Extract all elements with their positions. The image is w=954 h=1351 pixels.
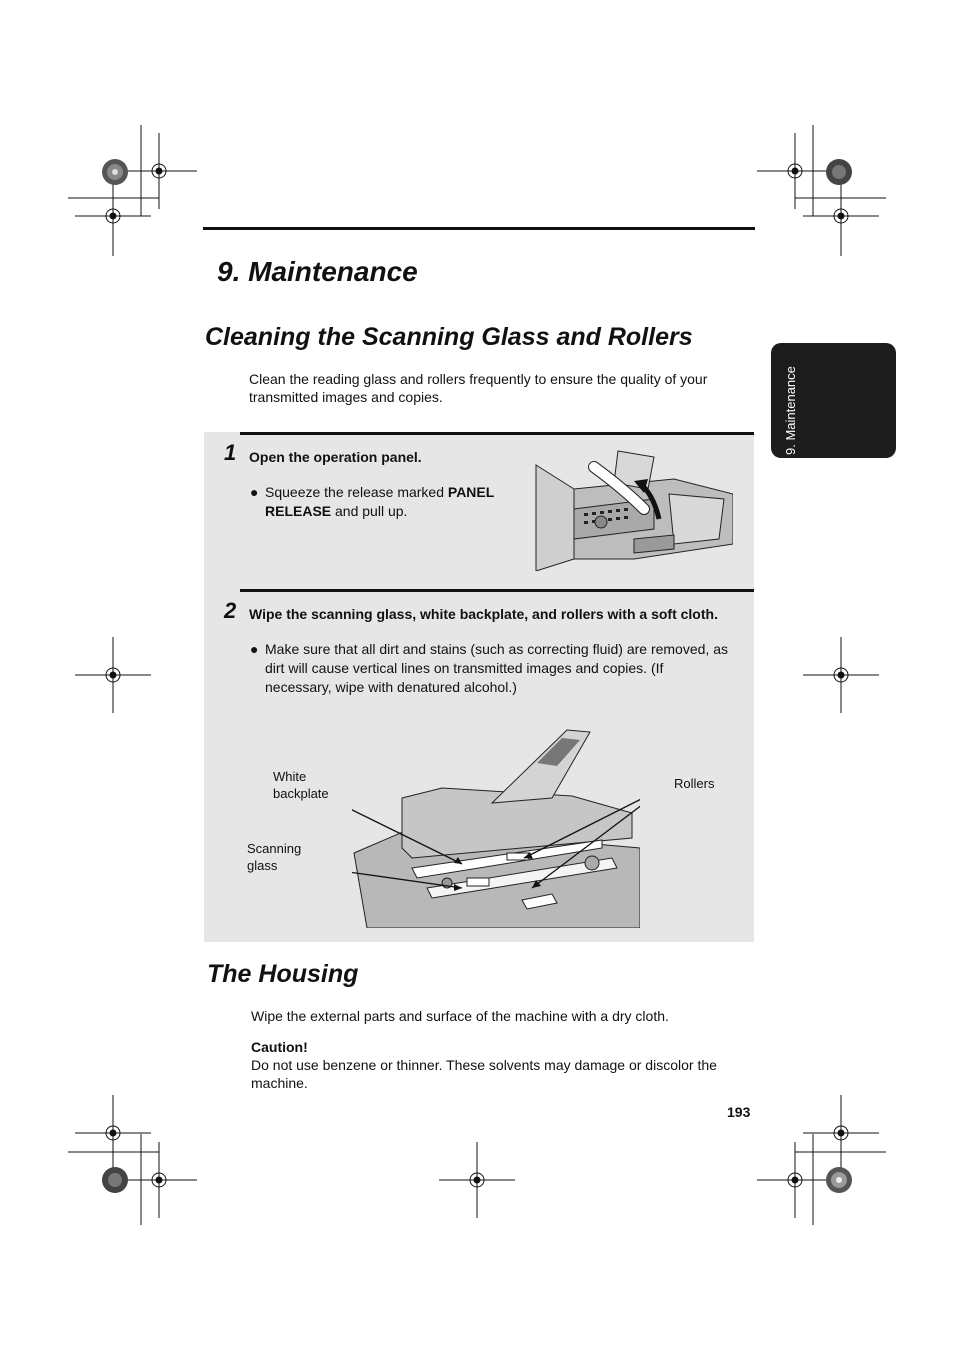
step-heading: Open the operation panel.	[249, 449, 422, 465]
section-title-cleaning: Cleaning the Scanning Glass and Rollers	[205, 323, 693, 351]
operation-panel-illustration	[534, 449, 733, 571]
callout-rollers: Rollers	[674, 776, 715, 791]
intro-line: Clean the reading glass and rollers frequently to ensure the quality of your	[249, 371, 708, 387]
step-rule	[240, 589, 754, 592]
caution-text: machine.	[251, 1075, 308, 1091]
intro-line: transmitted images and copies.	[249, 389, 443, 405]
bullet-dot: ●	[250, 641, 259, 657]
steps-panel	[204, 432, 754, 942]
step-bullet: ● Make sure that all dirt and stains (such as correcting fluid) are removed, as dirt will cause vertical lines on transmitted images and copies. (If necessary, wipe with denatured alcohol.)	[250, 641, 728, 695]
step-bullet: ● Squeeze the release marked PANEL RELEASE and pull up.	[250, 484, 495, 519]
section-intro	[249, 370, 707, 406]
side-tab-label: 9. Maintenance	[783, 366, 798, 455]
scanner-interior-illustration	[352, 728, 640, 928]
step-rule	[240, 432, 754, 435]
caution-text: Do not use benzene or thinner. These solvents may damage or discolor the	[251, 1057, 717, 1073]
bullet-dot: ●	[250, 484, 259, 500]
page-number: 193	[727, 1104, 751, 1120]
housing-body: Wipe the external parts and surface of the machine with a dry cloth.	[251, 1008, 669, 1024]
callout-scanning-glass: Scanning glass	[247, 841, 302, 873]
caution-heading: Caution!	[251, 1039, 308, 1055]
caution-block	[251, 1038, 751, 1092]
chapter-title: 9. Maintenance	[217, 256, 418, 287]
top-rule	[203, 227, 755, 230]
step-number: 1	[224, 440, 237, 465]
step-number: 2	[224, 598, 237, 623]
step-heading: Wipe the scanning glass, white backplate, and rollers with a soft cloth.	[249, 606, 718, 622]
chapter-side-tab	[771, 343, 896, 458]
section-title-housing: The Housing	[207, 960, 359, 988]
callout-white-backplate: White backplate	[273, 769, 329, 801]
